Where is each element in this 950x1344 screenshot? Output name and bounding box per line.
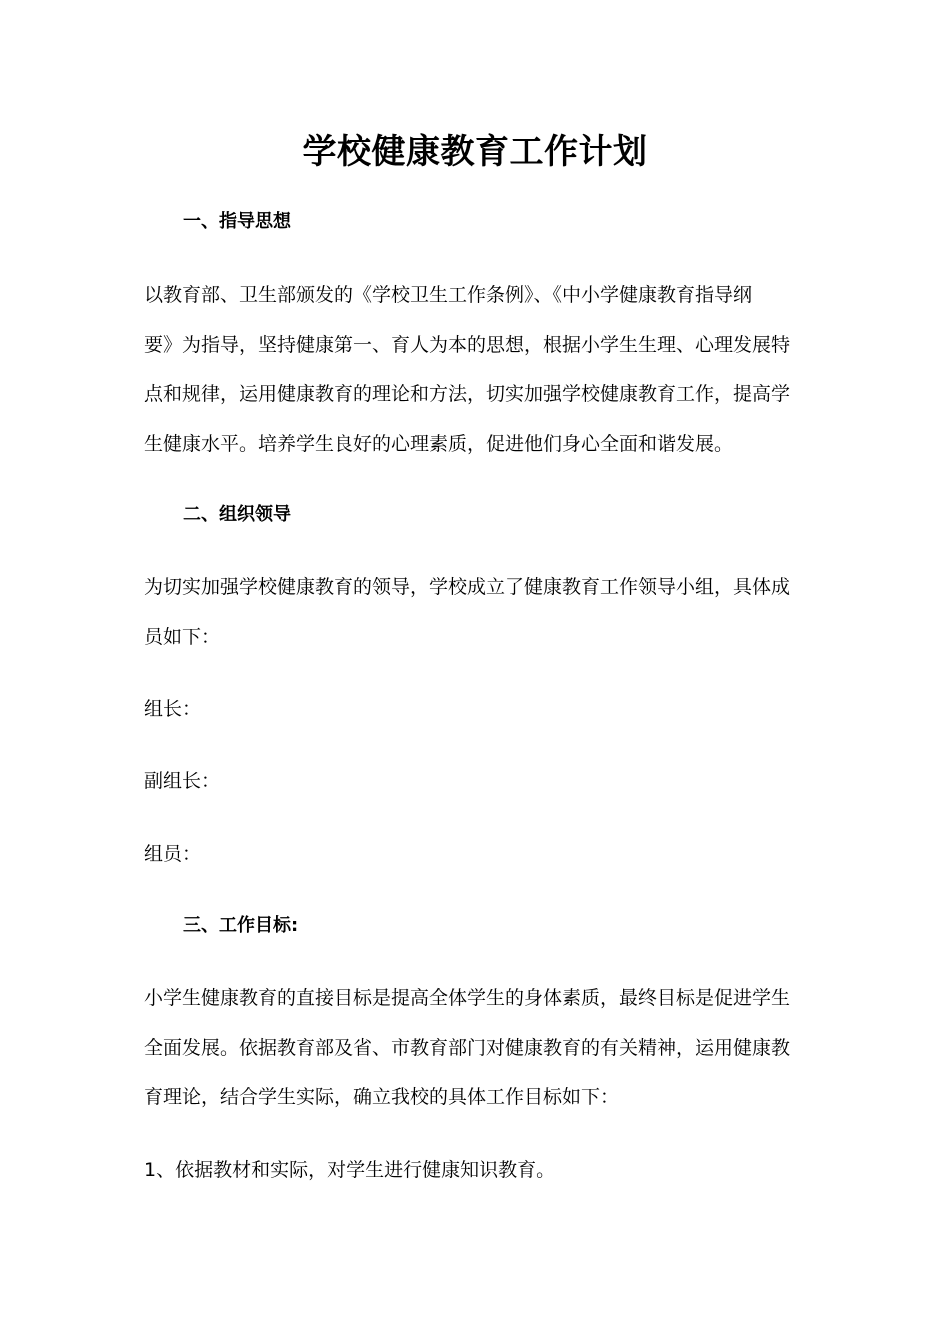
paragraph-line: 全面发展。依据教育部及省、市教育部门对健康教育的有关精神，运用健康教 xyxy=(144,1036,791,1059)
section-heading-work-goals: 三、工作目标: xyxy=(183,915,299,936)
section-heading-guiding-thought: 一、指导思想 xyxy=(183,211,291,232)
section-paragraph-organization xyxy=(144,563,824,662)
goal-item-1: 1、依据教材和实际，对学生进行健康知识教育。 xyxy=(144,1159,556,1181)
paragraph-line: 员如下： xyxy=(144,625,221,648)
paragraph-line: 要》为指导，坚持健康第一、育人为本的思想，根据小学生生理、心理发展特 xyxy=(144,333,791,356)
member-member: 组员： xyxy=(144,843,202,865)
paragraph-line: 育理论，结合学生实际，确立我校的具体工作目标如下： xyxy=(144,1086,620,1108)
paragraph-line: 以教育部、卫生部颁发的《学校卫生工作条例》、《中小学健康教育指导纲 xyxy=(144,284,753,306)
paragraph-line: 小学生健康教育的直接目标是提高全体学生的身体素质，最终目标是促进学生 xyxy=(144,987,791,1009)
paragraph-line: 点和规律，运用健康教育的理论和方法，切实加强学校健康教育工作，提高学 xyxy=(144,383,791,405)
member-deputy: 副组长： xyxy=(144,770,221,792)
member-leader: 组长： xyxy=(144,698,202,720)
paragraph-line: 生健康水平。培养学生良好的心理素质，促进他们身心全面和谐发展。 xyxy=(144,432,734,455)
paragraph-line: 为切实加强学校健康教育的领导，学校成立了健康教育工作领导小组，具体成 xyxy=(144,576,791,598)
section-paragraph-work-goals xyxy=(144,974,824,1123)
document-title: 学校健康教育工作计划 xyxy=(302,132,648,172)
section-heading-organization: 二、组织领导 xyxy=(183,504,291,525)
section-paragraph-guiding-thought xyxy=(144,271,824,469)
